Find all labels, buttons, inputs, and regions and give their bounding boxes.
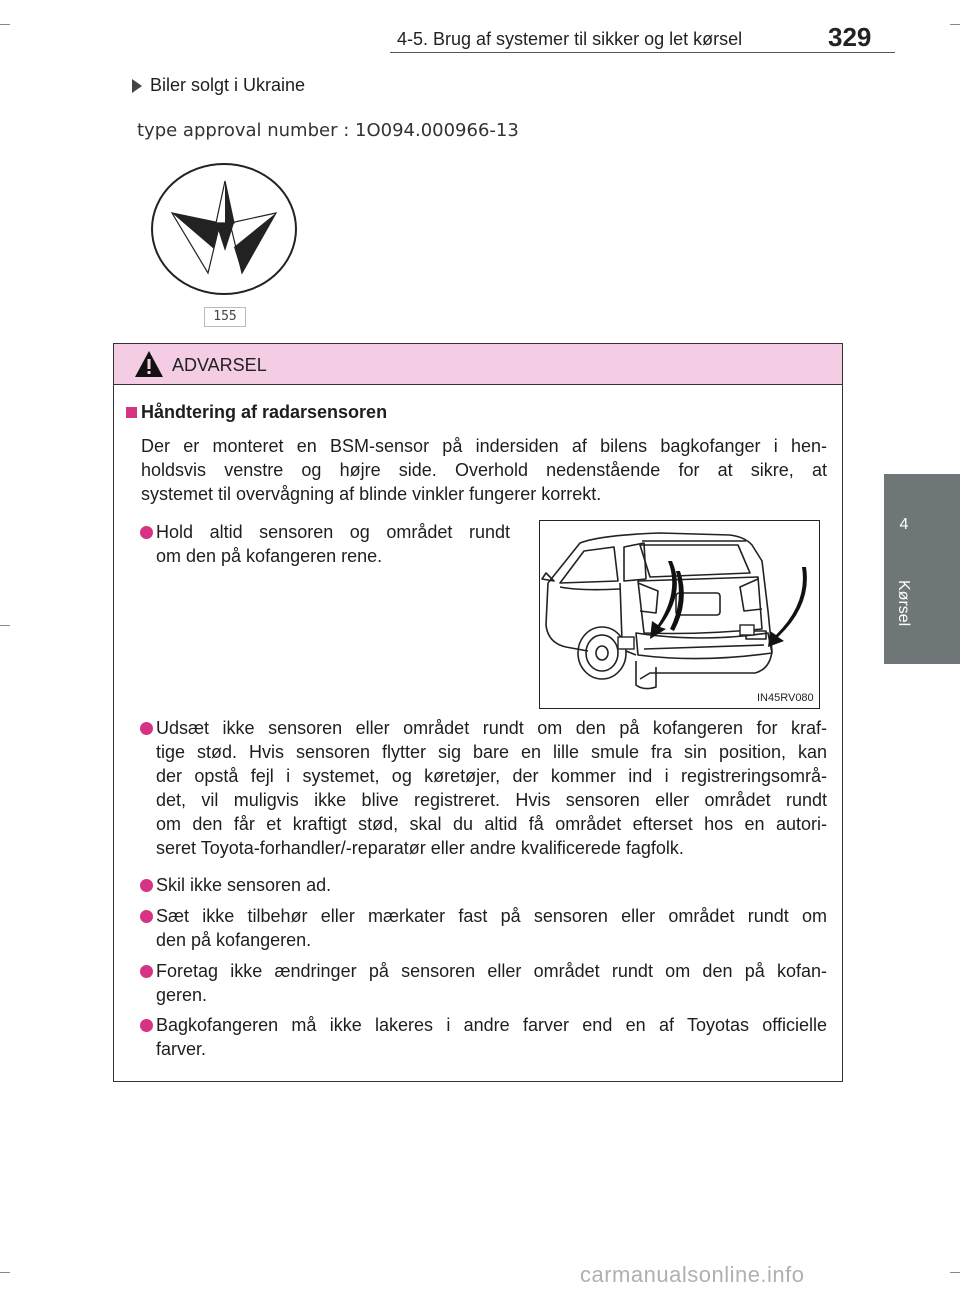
- text-line: det, vil muligvis ikke blive registreret. Hvis sensoren eller området rundt: [156, 790, 827, 810]
- text-line: seret Toyota-forhandler/-reparatør eller andre kvalificerede fagfolk.: [156, 838, 684, 858]
- crop-mark: [950, 24, 960, 25]
- bullet-dot-icon: [140, 910, 153, 923]
- bullet-dot-icon: [140, 879, 153, 892]
- chapter-label: Kørsel: [895, 580, 912, 627]
- car-rear-illustration: [540, 521, 818, 707]
- text-line: om den får et kraftigt stød, skal du altid få området efterset hos en autori-: [156, 814, 827, 834]
- warning-title: ADVARSEL: [172, 355, 267, 375]
- text-line: der opstå fejl i systemet, og køretøjer, der kommer ind i registreringsområ-: [156, 766, 827, 786]
- bullet-item: [156, 520, 510, 568]
- warning-triangle-icon: [134, 349, 164, 379]
- text-line: om den på kofangeren rene.: [156, 546, 383, 566]
- bullet-item: [156, 959, 827, 1007]
- chapter-number: 4: [899, 516, 909, 533]
- text-line: systemet til overvågning af blinde vinkler fungerer korrekt.: [141, 484, 602, 504]
- square-bullet-icon: [126, 407, 137, 418]
- text-line: holdsvis venstre og højre side. Overhold nedenstående for at sikre, at: [141, 460, 827, 480]
- bullet-item: [156, 904, 827, 952]
- text-line: Hold altid sensoren og området rundt: [156, 522, 510, 542]
- approval-number-text: type approval number : 1O094.000966-13: [137, 120, 519, 141]
- bullet-dot-icon: [140, 965, 153, 978]
- text-line: Der er monteret en BSM-sensor på indersiden af bilens bagkofanger i hen-: [141, 436, 827, 456]
- text-line: den på kofangeren.: [156, 930, 312, 950]
- item-heading: Håndtering af radarsensoren: [141, 402, 388, 422]
- mark-number-box: 155: [204, 307, 246, 327]
- bullet-item: [156, 873, 827, 897]
- rear-bumper-figure: [539, 520, 820, 709]
- crop-mark: [0, 24, 10, 25]
- text-line: Bagkofangeren må ikke lakeres i andre farver end en af Toyotas officielle: [156, 1015, 827, 1035]
- crop-mark: [0, 625, 10, 626]
- section-title: 4-5. Brug af systemer til sikker og let kørsel: [397, 29, 743, 49]
- text-line: Skil ikke sensoren ad.: [156, 875, 332, 895]
- crop-mark: [950, 1272, 960, 1273]
- bullet-dot-icon: [140, 1019, 153, 1032]
- text-line: geren.: [156, 985, 208, 1005]
- text-line: Foretag ikke ændringer på sensoren eller området rundt om den på kofan-: [156, 961, 827, 981]
- intro-paragraph: [141, 434, 827, 506]
- text-line: Udsæt ikke sensoren eller området rundt om den på kofangeren for kraf-: [156, 718, 827, 738]
- bullet-item: [156, 1013, 827, 1061]
- crop-mark: [0, 1272, 10, 1273]
- subheading: Biler solgt i Ukraine: [150, 75, 306, 95]
- text-line: tige stød. Hvis sensoren flytter sig bare en lille smule fra sin position, kan: [156, 742, 827, 762]
- text-line: farver.: [156, 1039, 207, 1059]
- page-number: 329: [828, 22, 872, 52]
- triangle-bullet-icon: [132, 79, 142, 93]
- text-line: Sæt ikke tilbehør eller mærkater fast på sensoren eller området rundt om: [156, 906, 827, 926]
- figure-code: IN45RV080: [757, 692, 814, 704]
- bullet-dot-icon: [140, 722, 153, 735]
- ukraine-conformity-mark-icon: [150, 161, 300, 301]
- watermark: carmanualsonline.info: [580, 1262, 805, 1287]
- bullet-dot-icon: [140, 526, 153, 539]
- bullet-item: [156, 716, 827, 860]
